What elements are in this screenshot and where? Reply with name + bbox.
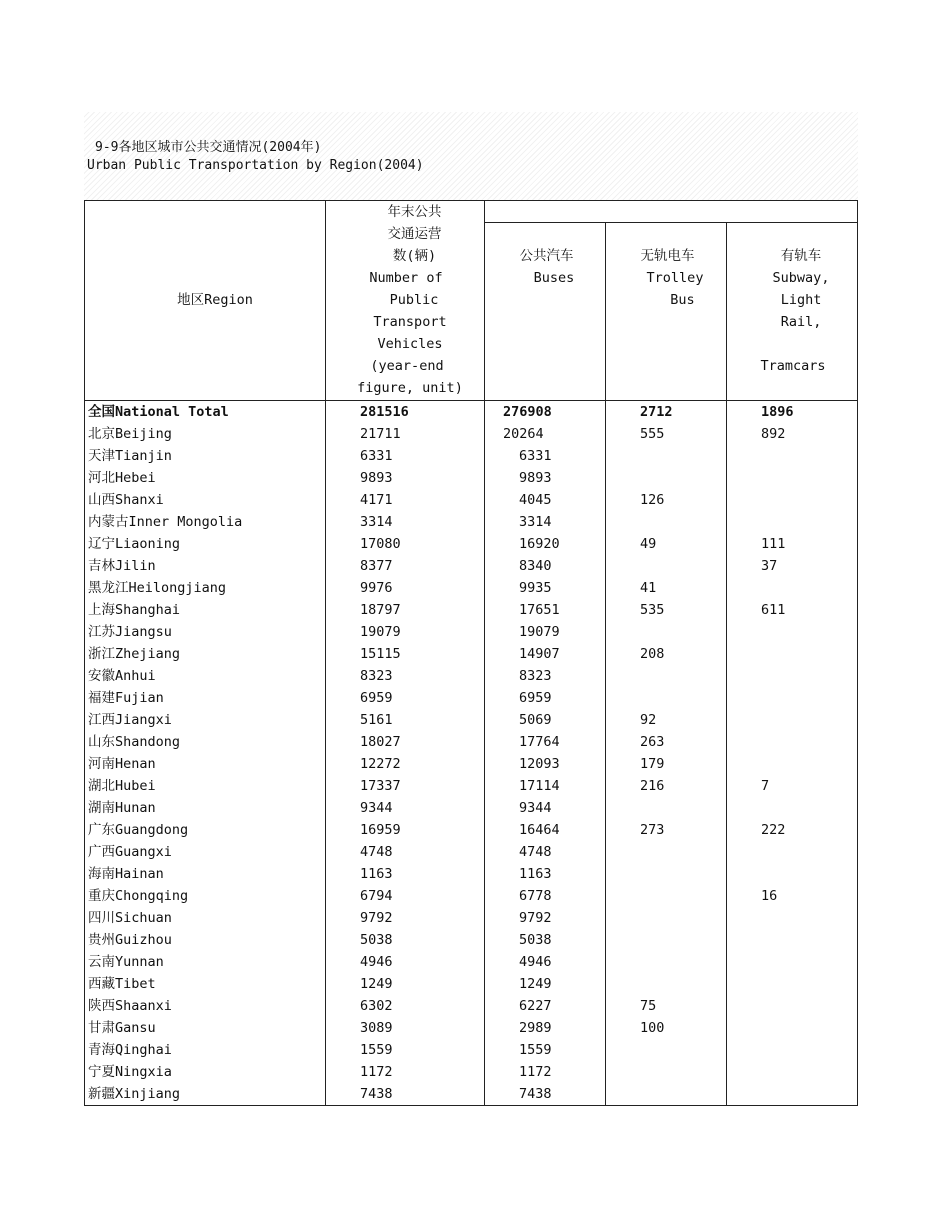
cell-buses: 17114	[485, 775, 606, 797]
header-subway-line	[727, 333, 857, 355]
cell-region: 云南Yunnan	[85, 951, 326, 973]
cell-buses: 5069	[485, 709, 606, 731]
table-row	[85, 445, 858, 467]
cell-region: 新疆Xinjiang	[85, 1083, 326, 1106]
cell-vehicles: 9893	[326, 467, 485, 489]
cell-buses: 3314	[485, 511, 606, 533]
cell-vehicles: 4171	[326, 489, 485, 511]
cell-trolley	[606, 885, 727, 907]
cell-subway	[727, 621, 858, 643]
cell-trolley	[606, 665, 727, 687]
table-row	[85, 621, 858, 643]
header-vehicles-line: 年末公共	[387, 204, 442, 220]
cell-region: 北京Beijing	[85, 423, 326, 445]
cell-buses: 14907	[485, 643, 606, 665]
cell-vehicles: 1172	[326, 1061, 485, 1083]
cell-trolley	[606, 445, 727, 467]
cell-trolley	[606, 555, 727, 577]
cell-trolley	[606, 841, 727, 863]
cell-subway	[727, 929, 858, 951]
cell-buses: 16464	[485, 819, 606, 841]
cell-buses: 1249	[485, 973, 606, 995]
table-row	[85, 1039, 858, 1061]
cell-region: 宁夏Ningxia	[85, 1061, 326, 1083]
cell-buses: 17651	[485, 599, 606, 621]
cell-vehicles: 5038	[326, 929, 485, 951]
table-row	[85, 643, 858, 665]
cell-subway	[727, 467, 858, 489]
header-vehicles-lines	[326, 201, 484, 399]
cell-region: 福建Fujian	[85, 687, 326, 709]
cell-region: 山西Shanxi	[85, 489, 326, 511]
cell-region: 陕西Shaanxi	[85, 995, 326, 1017]
table-row	[85, 929, 858, 951]
table-row	[85, 665, 858, 687]
cell-region: 安徽Anhui	[85, 665, 326, 687]
cell-vehicles: 19079	[326, 621, 485, 643]
cell-trolley	[606, 1061, 727, 1083]
cell-buses: 9935	[485, 577, 606, 599]
header-buses-line: 公共汽车	[519, 248, 574, 264]
cell-region: 河北Hebei	[85, 467, 326, 489]
table-row	[85, 863, 858, 885]
cell-trolley: 216	[606, 775, 727, 797]
cell-region: 四川Sichuan	[85, 907, 326, 929]
table-row	[85, 511, 858, 533]
header-vehicles-line: (year-end	[370, 358, 444, 374]
cell-vehicles: 21711	[326, 423, 485, 445]
cell-region: 甘肃Gansu	[85, 1017, 326, 1039]
cell-trolley	[606, 467, 727, 489]
cell-subway: 892	[727, 423, 858, 445]
cell-region: 广东Guangdong	[85, 819, 326, 841]
cell-vehicles: 9976	[326, 577, 485, 599]
cell-trolley: 179	[606, 753, 727, 775]
table-row	[85, 423, 858, 445]
cell-buses: 1163	[485, 863, 606, 885]
table-row	[85, 753, 858, 775]
cell-trolley	[606, 687, 727, 709]
cell-subway	[727, 577, 858, 599]
cell-buses: 6227	[485, 995, 606, 1017]
cell-vehicles: 1163	[326, 863, 485, 885]
header-buses-line: Buses	[533, 270, 575, 286]
table-row	[85, 995, 858, 1017]
cell-vehicles: 8323	[326, 665, 485, 687]
cell-trolley: 263	[606, 731, 727, 753]
cell-trolley	[606, 863, 727, 885]
cell-buses: 1172	[485, 1061, 606, 1083]
cell-region: 内蒙古Inner Mongolia	[85, 511, 326, 533]
cell-region: 上海Shanghai	[85, 599, 326, 621]
cell-subway	[727, 511, 858, 533]
cell-trolley: 49	[606, 533, 727, 555]
table-row	[85, 533, 858, 555]
table-title-en: Urban Public Transportation by Region(2004)	[87, 158, 424, 173]
cell-buses: 12093	[485, 753, 606, 775]
cell-trolley: 535	[606, 599, 727, 621]
cell-buses: 6331	[485, 445, 606, 467]
cell-trolley	[606, 797, 727, 819]
cell-vehicles: 9344	[326, 797, 485, 819]
header-vehicles-line: Number of	[369, 270, 443, 286]
header-region-label: 地区Region	[177, 292, 253, 308]
table-row	[85, 577, 858, 599]
table-row	[85, 951, 858, 973]
cell-buses: 6778	[485, 885, 606, 907]
cell-buses: 9344	[485, 797, 606, 819]
table-row	[85, 731, 858, 753]
cell-trolley	[606, 621, 727, 643]
cell-trolley: 208	[606, 643, 727, 665]
cell-region: 青海Qinghai	[85, 1039, 326, 1061]
cell-region: 湖北Hubei	[85, 775, 326, 797]
cell-trolley	[606, 511, 727, 533]
table-row	[85, 401, 858, 424]
cell-buses: 7438	[485, 1083, 606, 1106]
cell-buses: 20264	[485, 423, 606, 445]
cell-vehicles: 6959	[326, 687, 485, 709]
cell-vehicles: 4748	[326, 841, 485, 863]
cell-vehicles: 7438	[326, 1083, 485, 1106]
header-vehicles-line: 交通运营	[387, 226, 442, 242]
table-row	[85, 907, 858, 929]
cell-region: 重庆Chongqing	[85, 885, 326, 907]
header-subway-line: Light	[780, 292, 822, 308]
cell-subway	[727, 951, 858, 973]
table-row	[85, 841, 858, 863]
cell-region: 山东Shandong	[85, 731, 326, 753]
header-subway-line: 有轨车	[780, 248, 822, 264]
cell-subway: 16	[727, 885, 858, 907]
cell-region: 浙江Zhejiang	[85, 643, 326, 665]
cell-buses: 4045	[485, 489, 606, 511]
cell-trolley	[606, 907, 727, 929]
table-row	[85, 687, 858, 709]
cell-region: 江西Jiangxi	[85, 709, 326, 731]
header-vehicles	[326, 201, 485, 401]
header-vehicles-line: Public	[389, 292, 439, 308]
cell-vehicles: 18027	[326, 731, 485, 753]
header-spacer	[485, 201, 858, 223]
cell-vehicles: 281516	[326, 401, 485, 424]
cell-buses: 19079	[485, 621, 606, 643]
header-vehicles-line: Vehicles	[377, 336, 443, 352]
cell-subway	[727, 731, 858, 753]
cell-region: 海南Hainan	[85, 863, 326, 885]
cell-subway	[727, 643, 858, 665]
cell-buses: 17764	[485, 731, 606, 753]
cell-vehicles: 12272	[326, 753, 485, 775]
header-subway-line: Tramcars	[760, 358, 826, 374]
table-row	[85, 973, 858, 995]
header-subway	[727, 223, 858, 401]
cell-trolley: 273	[606, 819, 727, 841]
cell-trolley	[606, 973, 727, 995]
table-row	[85, 797, 858, 819]
cell-trolley	[606, 1083, 727, 1106]
cell-trolley	[606, 929, 727, 951]
cell-subway	[727, 445, 858, 467]
cell-region: 吉林Jilin	[85, 555, 326, 577]
cell-subway	[727, 1017, 858, 1039]
table-title-cn: 9-9各地区城市公共交通情况(2004年)	[95, 140, 322, 155]
cell-vehicles: 3089	[326, 1017, 485, 1039]
table-row	[85, 1017, 858, 1039]
cell-vehicles: 8377	[326, 555, 485, 577]
cell-subway	[727, 489, 858, 511]
cell-subway: 7	[727, 775, 858, 797]
cell-trolley: 41	[606, 577, 727, 599]
cell-subway	[727, 709, 858, 731]
cell-vehicles: 1249	[326, 973, 485, 995]
cell-region: 天津Tianjin	[85, 445, 326, 467]
header-trolley-line: 无轨电车	[640, 248, 695, 264]
cell-subway: 37	[727, 555, 858, 577]
cell-subway	[727, 1083, 858, 1106]
cell-buses: 9792	[485, 907, 606, 929]
cell-vehicles: 17080	[326, 533, 485, 555]
cell-vehicles: 3314	[326, 511, 485, 533]
cell-buses: 4946	[485, 951, 606, 973]
cell-buses: 6959	[485, 687, 606, 709]
cell-buses: 276908	[485, 401, 606, 424]
table-row	[85, 489, 858, 511]
cell-vehicles: 9792	[326, 907, 485, 929]
header-trolley-lines	[606, 223, 726, 311]
cell-region: 黑龙江Heilongjiang	[85, 577, 326, 599]
cell-region: 江苏Jiangsu	[85, 621, 326, 643]
cell-vehicles: 16959	[326, 819, 485, 841]
header-buses	[485, 223, 606, 401]
header-trolley-line: Trolley	[646, 270, 704, 286]
header-vehicles-line: 数(辆)	[392, 248, 437, 264]
cell-region: 湖南Hunan	[85, 797, 326, 819]
cell-subway: 1896	[727, 401, 858, 424]
cell-buses: 4748	[485, 841, 606, 863]
cell-trolley	[606, 951, 727, 973]
cell-vehicles: 15115	[326, 643, 485, 665]
cell-region: 辽宁Liaoning	[85, 533, 326, 555]
cell-subway	[727, 973, 858, 995]
cell-subway	[727, 863, 858, 885]
cell-trolley: 75	[606, 995, 727, 1017]
header-buses-lines	[485, 223, 605, 289]
cell-region: 河南Henan	[85, 753, 326, 775]
cell-trolley	[606, 1039, 727, 1061]
cell-buses: 2989	[485, 1017, 606, 1039]
table-row	[85, 1083, 858, 1106]
cell-subway	[727, 753, 858, 775]
header-subway-line: Subway,	[772, 270, 830, 286]
table-row	[85, 1061, 858, 1083]
cell-subway	[727, 907, 858, 929]
title-background-pattern	[84, 112, 858, 200]
cell-buses: 1559	[485, 1039, 606, 1061]
header-vehicles-line: figure, unit)	[357, 380, 463, 396]
cell-subway	[727, 1061, 858, 1083]
cell-vehicles: 1559	[326, 1039, 485, 1061]
cell-vehicles: 18797	[326, 599, 485, 621]
cell-subway	[727, 1039, 858, 1061]
cell-buses: 8340	[485, 555, 606, 577]
cell-trolley: 126	[606, 489, 727, 511]
cell-subway: 611	[727, 599, 858, 621]
cell-vehicles: 5161	[326, 709, 485, 731]
cell-subway	[727, 995, 858, 1017]
cell-vehicles: 6302	[326, 995, 485, 1017]
cell-buses: 5038	[485, 929, 606, 951]
cell-subway	[727, 841, 858, 863]
table-row	[85, 599, 858, 621]
header-region	[85, 201, 326, 401]
cell-buses: 8323	[485, 665, 606, 687]
table-row	[85, 467, 858, 489]
cell-subway: 222	[727, 819, 858, 841]
header-vehicles-line: Transport	[373, 314, 447, 330]
table-body	[85, 401, 858, 1106]
cell-region: 西藏Tibet	[85, 973, 326, 995]
transport-table	[84, 200, 858, 1106]
cell-region: 全国National Total	[85, 401, 326, 424]
cell-vehicles: 6331	[326, 445, 485, 467]
cell-trolley: 92	[606, 709, 727, 731]
header-subway-line: Rail,	[780, 314, 822, 330]
header-trolley-line: Bus	[670, 292, 695, 308]
cell-subway: 111	[727, 533, 858, 555]
cell-buses: 9893	[485, 467, 606, 489]
table-row	[85, 709, 858, 731]
cell-subway	[727, 687, 858, 709]
cell-trolley: 2712	[606, 401, 727, 424]
table-row	[85, 885, 858, 907]
table-row	[85, 819, 858, 841]
table-row	[85, 775, 858, 797]
cell-buses: 16920	[485, 533, 606, 555]
table-row	[85, 555, 858, 577]
cell-region: 贵州Guizhou	[85, 929, 326, 951]
cell-trolley: 555	[606, 423, 727, 445]
header-subway-lines	[727, 223, 857, 377]
cell-region: 广西Guangxi	[85, 841, 326, 863]
cell-subway	[727, 797, 858, 819]
cell-vehicles: 4946	[326, 951, 485, 973]
cell-trolley: 100	[606, 1017, 727, 1039]
cell-vehicles: 6794	[326, 885, 485, 907]
cell-vehicles: 17337	[326, 775, 485, 797]
cell-subway	[727, 665, 858, 687]
header-trolley	[606, 223, 727, 401]
